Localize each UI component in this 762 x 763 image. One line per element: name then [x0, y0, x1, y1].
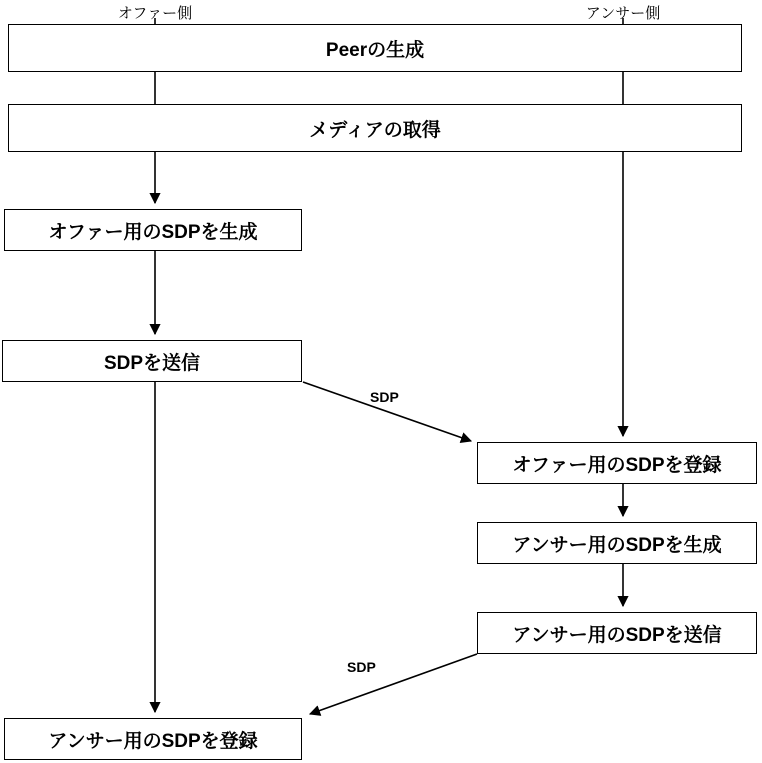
- node-media-acquire[interactable]: メディアの取得: [8, 104, 742, 152]
- node-peer-create[interactable]: Peerの生成: [8, 24, 742, 72]
- node-answer-sdp-send[interactable]: アンサー用のSDPを送信: [477, 612, 757, 654]
- edge-label-sdp-offer: SDP: [370, 389, 399, 405]
- node-answer-sdp-register[interactable]: アンサー用のSDPを登録: [4, 718, 302, 760]
- node-offer-sdp-register[interactable]: オファー用のSDPを登録: [477, 442, 757, 484]
- lane-label-offer: オファー側: [117, 5, 193, 22]
- lane-label-answer: アンサー側: [585, 5, 661, 22]
- node-offer-sdp-create[interactable]: オファー用のSDPを生成: [4, 209, 302, 251]
- edge-label-sdp-answer: SDP: [347, 659, 376, 675]
- node-answer-sdp-create[interactable]: アンサー用のSDPを生成: [477, 522, 757, 564]
- node-sdp-send[interactable]: SDPを送信: [2, 340, 302, 382]
